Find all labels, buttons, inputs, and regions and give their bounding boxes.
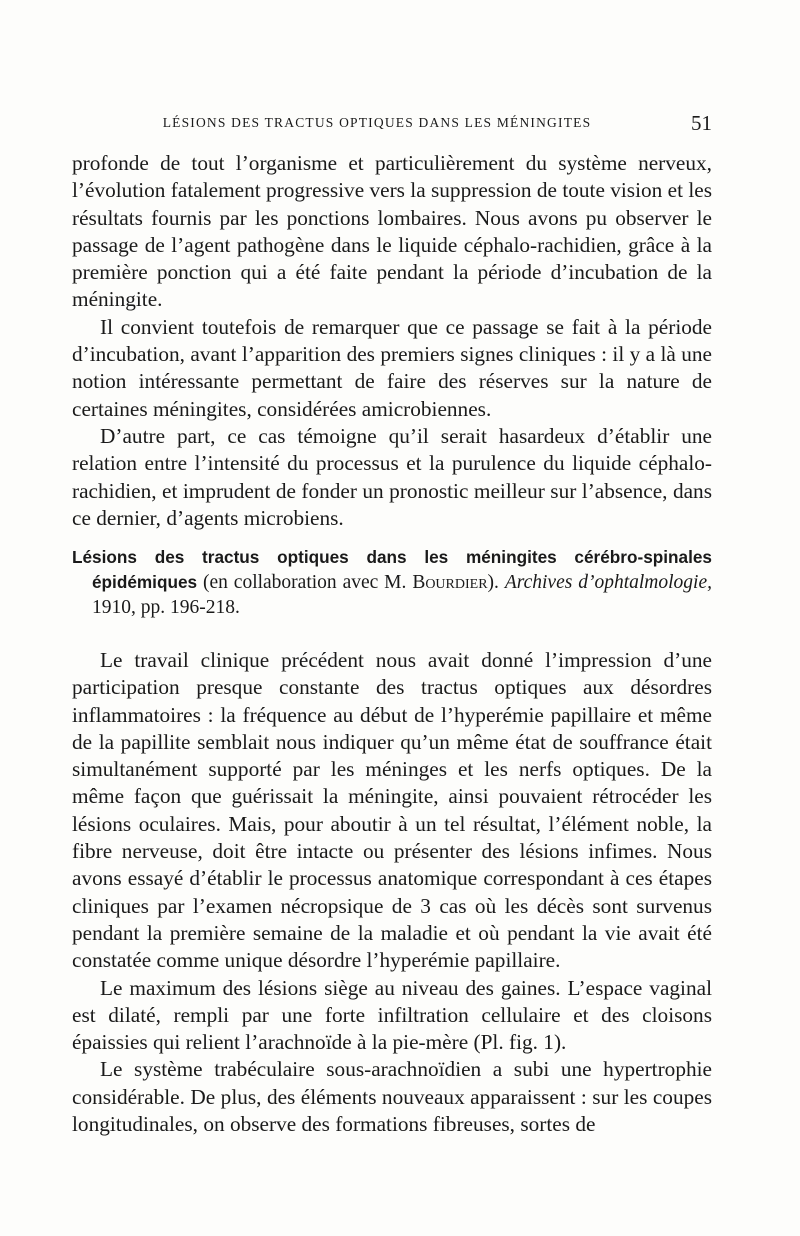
reference-pages: pp. 196-218. <box>140 597 240 618</box>
running-title: LÉSIONS DES TRACTUS OPTIQUES DANS LES MÉNINGITES <box>162 115 592 130</box>
paragraph: Il convient toutefois de remarquer que ce passage se fait à la période d’incubation, avant l’apparition des premiers signes cliniques : il y a là une notion intéressante permettant de faire des réserves sur la nature de certaines méningites, considérées amicrobiennes. <box>72 314 712 421</box>
text-block-top <box>72 150 712 532</box>
page-number: 51 <box>691 111 712 135</box>
paragraph: D’autre part, ce cas témoigne qu’il serait hasardeux d’établir une relation entre l’intensité du processus et la purulence du liquide céphalo-rachidien, et imprudent de fonder un pronostic meilleur sur l’absence, dans ce dernier, d’agents microbiens. <box>72 423 712 530</box>
text-block-bottom <box>72 647 712 1138</box>
paragraph: Le système trabéculaire sous-arachnoïdien a subi une hypertrophie considérable. De plus, des éléments nouveaux apparaissent : sur les coupes longitudinales, on observe des formations fibreuses, sortes de <box>72 1057 712 1137</box>
bibliographic-reference <box>72 545 712 620</box>
paragraph: Le maximum des lésions siège au niveau des gaines. L’espace vaginal est dilaté, rempli par une forte infiltration cellulaire et des cloisons épaissies qui relient l’arachnoïde à la pie-mère (Pl. fig. 1). <box>72 975 712 1055</box>
running-head <box>72 111 712 135</box>
reference-title: Lésions des tractus optiques dans les méningites cérébro-spinales épidémiques <box>72 547 712 592</box>
reference-collab-suffix: ). <box>487 572 499 593</box>
reference-author: Bourdier <box>412 572 488 593</box>
reference-year: 1910, <box>92 597 136 618</box>
paragraph-continuation: profonde de tout l’organisme et particulièrement du système nerveux, l’évolution fatalement progressive vers la suppression de toute vision et les résultats fournis par les ponctions lombaires. Nous avons pu observer le passage de l’agent pathogène dans le liquide céphalo-rachidien, grâce à la première ponction qui a été faite pendant la période d’incubation de la méningite. <box>72 151 712 312</box>
reference-journal: Archives d’ophtalmologie, <box>504 572 713 593</box>
reference-collab-prefix: (en collaboration avec M. <box>202 572 413 593</box>
paragraph: Le travail clinique précédent nous avait donné l’impression d’une participation presque constante des tractus optiques aux désordres inflammatoires : la fréquence au début de l’hyperémie papillaire et même de la papillite semblait nous indiquer qu’un même état de souffrance était simultanément supporté par les méninges et les nerfs optiques. De la même façon que guérissait la méningite, ainsi pouvaient rétrocéder les lésions oculaires. Mais, pour aboutir à un tel résultat, l’élément noble, la fibre nerveuse, doit être intacte ou présenter des lésions infimes. Nous avons essayé d’établir le processus anatomique correspondant à ces étapes cliniques par l’examen nécropsique de 3 cas où les décès sont survenus pendant la première semaine de la maladie et où pendant la vie avait été constatée comme unique désordre l’hyperémie papillaire. <box>72 648 712 973</box>
